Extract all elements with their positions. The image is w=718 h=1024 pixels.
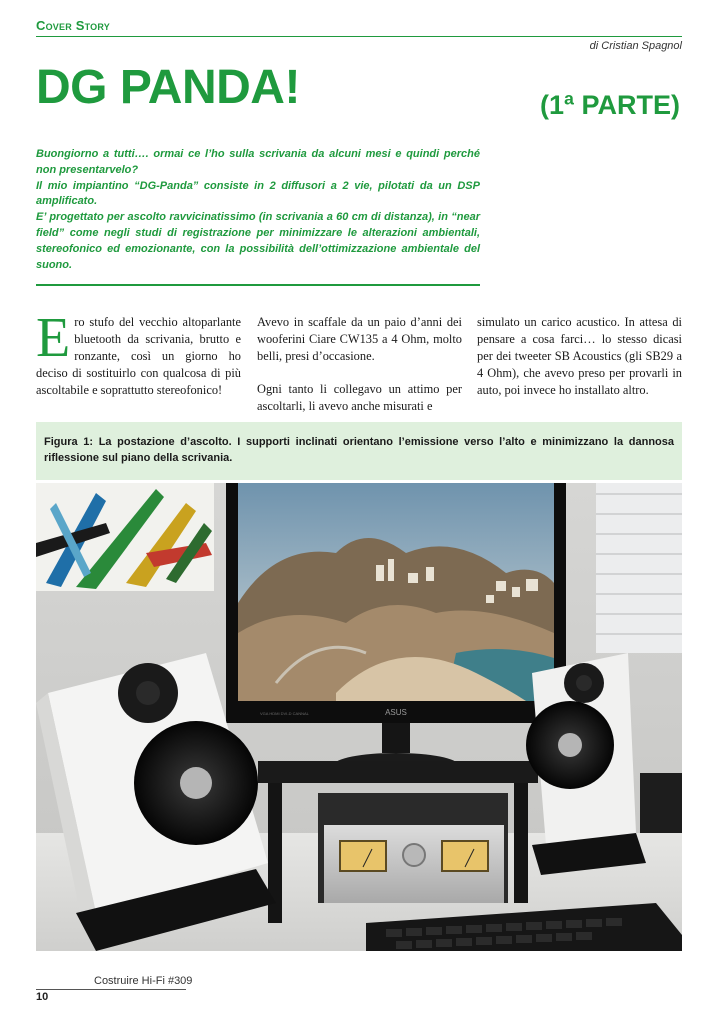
- section-label-rest: over: [45, 18, 72, 33]
- wall-painting: [36, 483, 214, 591]
- lede-paragraph: Il mio impiantino “DG-Panda” consiste in 2 diffusori a 2 vie, pilotati da un DSP amplificato.: [36, 179, 480, 208]
- article-lede: [36, 147, 480, 273]
- article-title: DG PANDA!: [36, 61, 300, 114]
- drop-cap: E: [36, 307, 71, 369]
- desk-setup-illustration: [36, 483, 682, 951]
- monitor-brand: ASUS: [385, 708, 407, 717]
- magazine-name: Costruire Hi-Fi #309: [94, 975, 193, 987]
- figure-caption: Figura 1: La postazione d’ascolto. I supporti inclinati orientano l’emissione verso l’alto e minimizzano la dannosa riflessione sul piano della scrivania.: [44, 436, 674, 464]
- body-paragraph: simulato un carico acustico. In attesa di pensare a cosa farci… lo stesso dicasi per dei tweeter SB Acoustics (gli SB29 a 4 Ohm), che avevo preso per provarli in auto, poi invece ho installato altro.: [477, 315, 682, 397]
- page-number: 10: [36, 991, 49, 1003]
- amplifier: [318, 793, 508, 903]
- body-column-1: [36, 307, 241, 415]
- monitor-ports-label: VGA HDMI DVI-D CANNAL: [260, 711, 309, 716]
- footer-rule: [36, 989, 186, 990]
- article-part: (1ª PARTE): [540, 90, 680, 120]
- author-byline: di Cristian Spagnol: [589, 40, 682, 52]
- lede-paragraph: E’ progettato per ascolto ravvicinatissimo (in scrivania a 60 cm di distanza), in “near field” come negli studi di registrazione per minimizzare le alterazioni ambientali, stereofonico ed emozionante, con la possibilità dell’ottimizzazione ambientale del suono.: [36, 211, 480, 271]
- section-label-initial-2: S: [75, 18, 85, 33]
- body-column-3: [477, 314, 682, 415]
- section-label-initial: C: [36, 18, 46, 33]
- window-blinds: [596, 483, 682, 653]
- body-column-2: [257, 314, 462, 431]
- body-paragraph: [36, 307, 241, 399]
- section-label-rest-2: tory: [84, 18, 110, 33]
- background-device: [640, 773, 682, 833]
- lede-paragraph: Buongiorno a tutti…. ormai ce l’ho sulla scrivania da alcuni mesi e quindi perché non presentarvelo?: [36, 148, 480, 176]
- figure-photo: [36, 483, 682, 951]
- header-rule: [36, 36, 682, 37]
- lede-rule: [36, 284, 480, 286]
- body-paragraph: Ogni tanto li collegavo un attimo per ascoltarli, li avevo anche misurati e: [257, 382, 462, 413]
- body-paragraph: Avevo in scaffale da un paio d’anni dei wooferini Ciare CW135 a 4 Ohm, molto belli, presi d’occasione.: [257, 315, 462, 363]
- body-text: ro stufo del vecchio altoparlante bluetooth da scrivania, brutto e ronzante, così un giorno ho deciso di sostituirlo con qualcosa di più ascoltabile e soprattutto stereofonico!: [36, 315, 241, 397]
- section-label: [36, 18, 110, 33]
